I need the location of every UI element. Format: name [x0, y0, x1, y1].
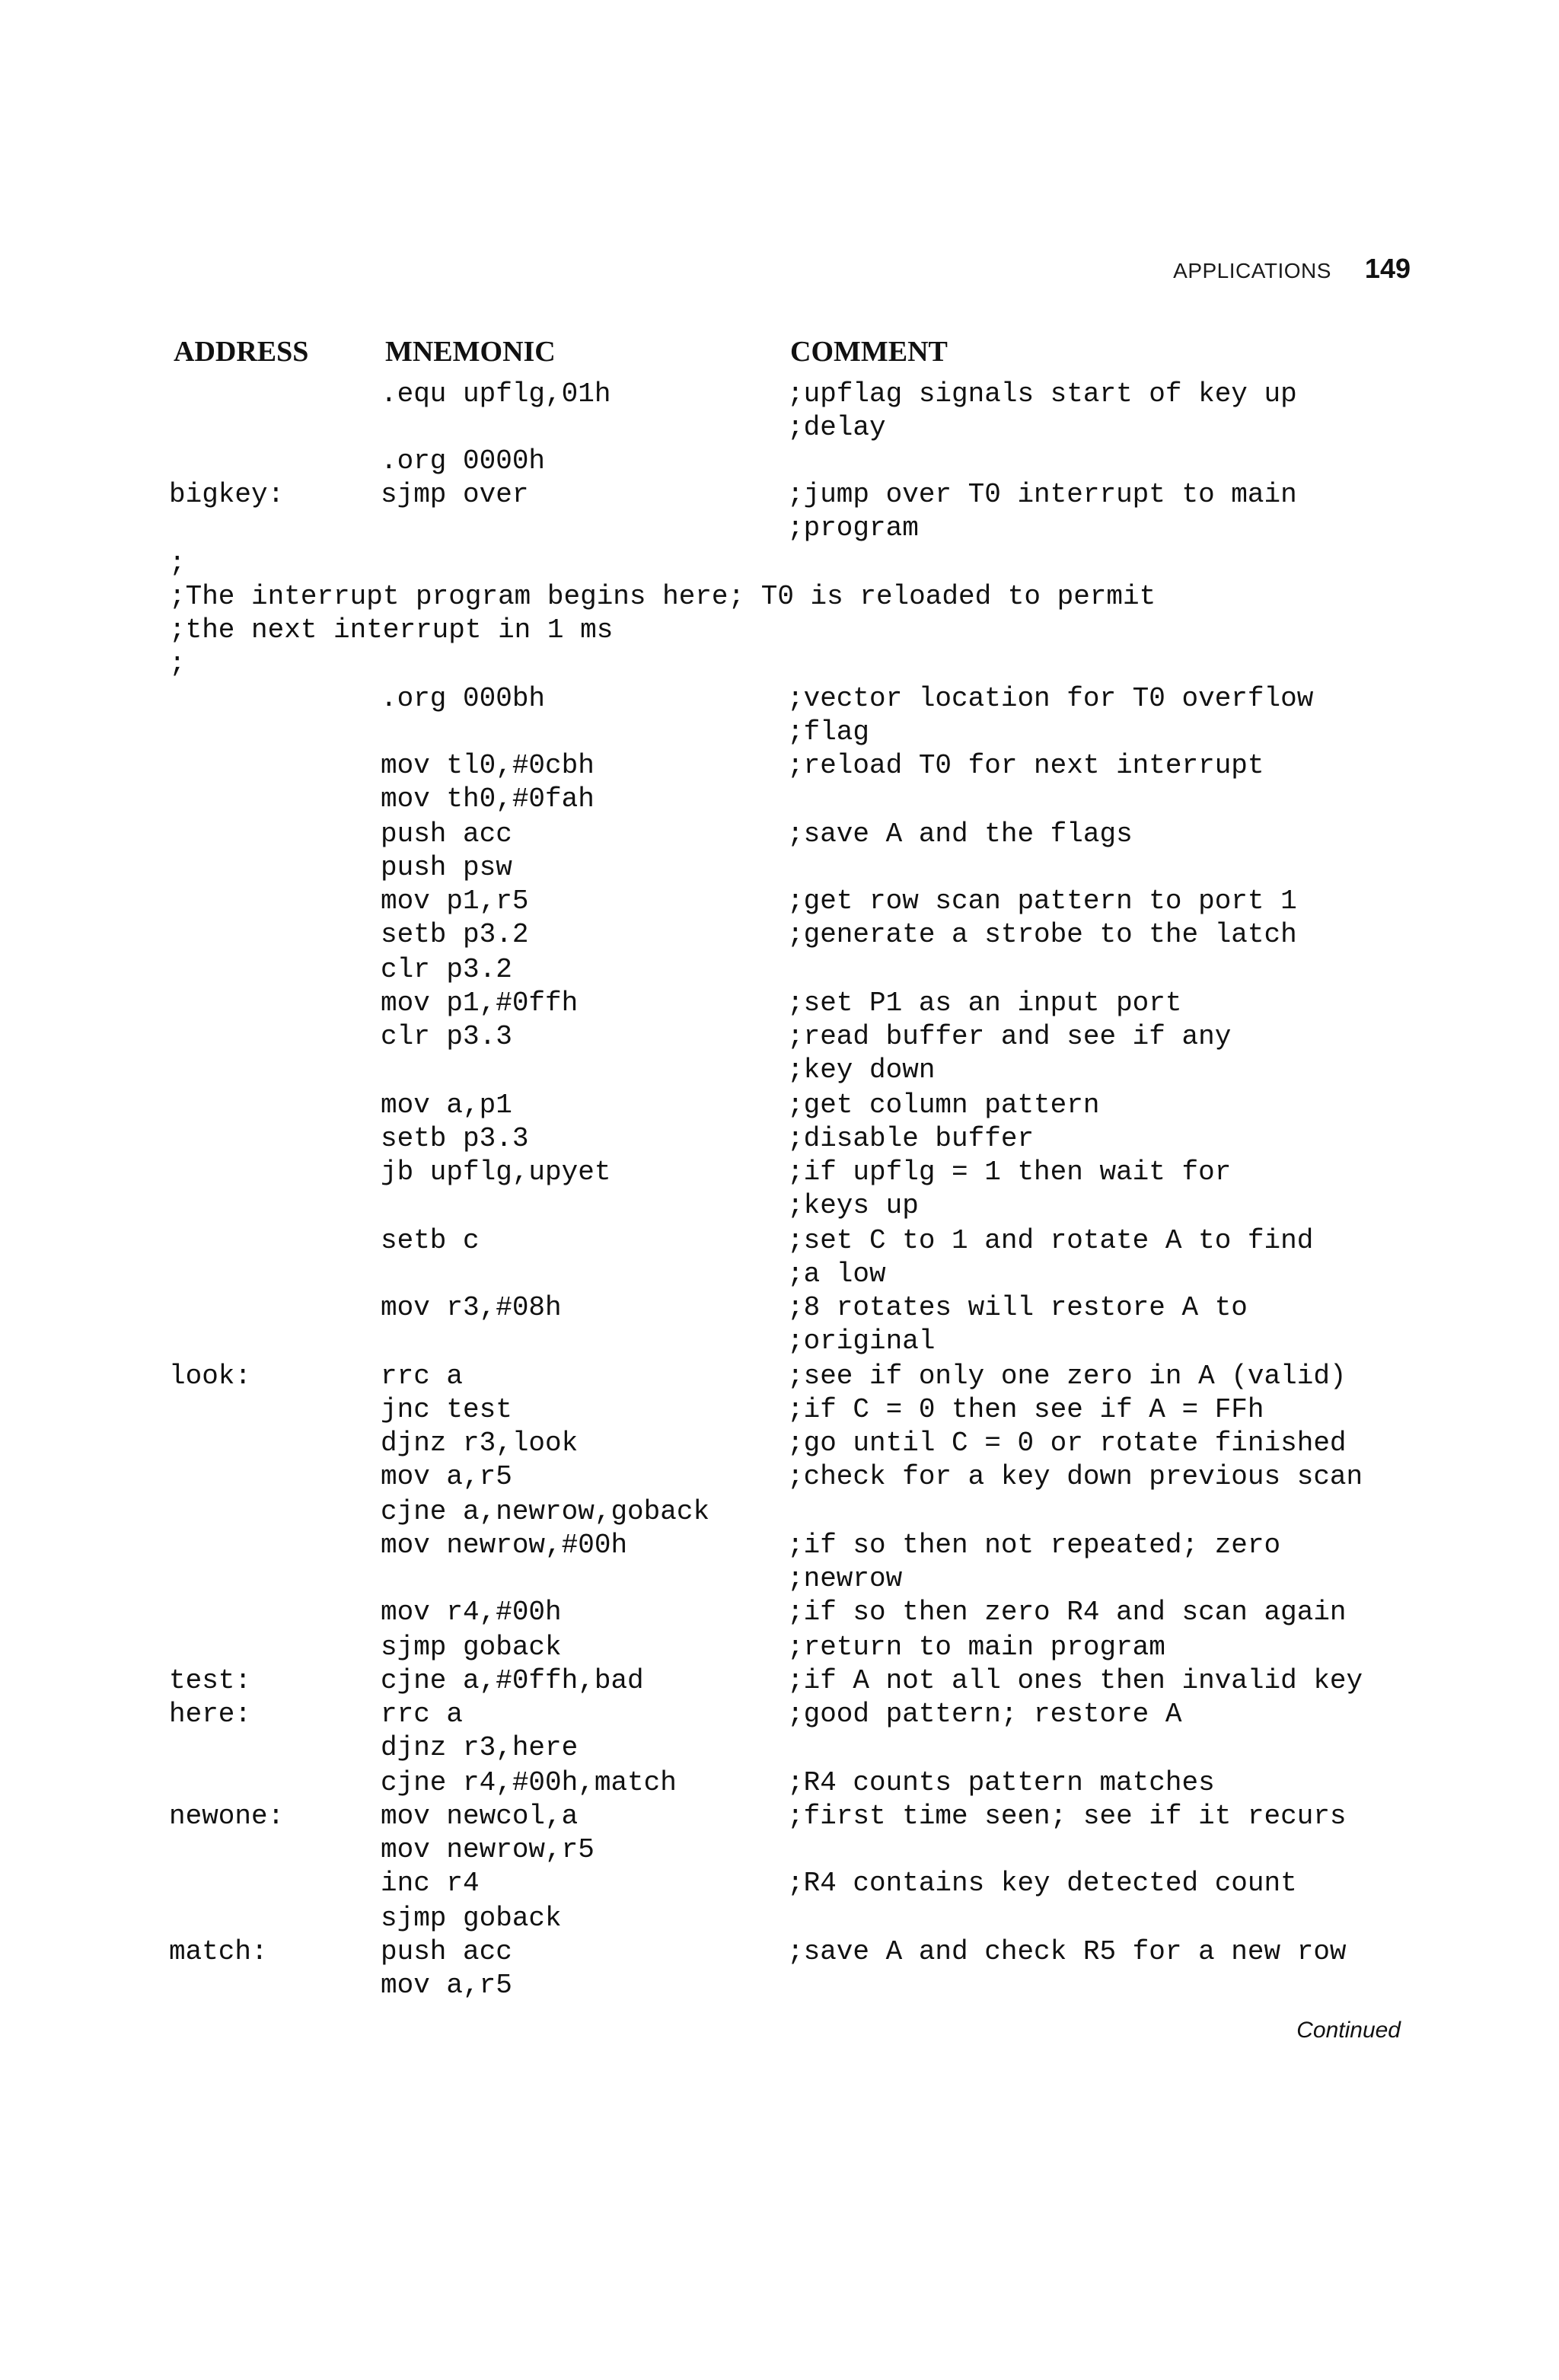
address-label: bigkey: [169, 479, 285, 510]
comment-text: ;newrow [787, 1563, 903, 1594]
code-line [0, 1427, 1559, 1460]
address-label: look: [169, 1361, 252, 1392]
mnemonic-text: djnz r3,here [381, 1732, 579, 1763]
code-line [0, 1833, 1559, 1867]
code-line [0, 953, 1559, 987]
mnemonic-text: mov th0,#0fah [381, 783, 595, 815]
code-line [0, 682, 1559, 716]
code-line [0, 716, 1559, 749]
comment-text: ;jump over T0 interrupt to main [787, 479, 1297, 510]
comment-text: ;go until C = 0 or rotate finished [787, 1428, 1347, 1459]
code-line [0, 1935, 1559, 1969]
code-line [0, 1867, 1559, 1900]
code-line [0, 378, 1559, 411]
mnemonic-text: inc r4 [381, 1868, 480, 1899]
comment-text: ;get column pattern [787, 1090, 1100, 1121]
mnemonic-text: push acc [381, 1936, 512, 1967]
comment-text: ;8 rotates will restore A to [787, 1292, 1248, 1323]
code-line [0, 851, 1559, 885]
code-line [0, 614, 1559, 647]
code-line [0, 1224, 1559, 1258]
comment-line: ;The interrupt program begins here; T0 is reloaded to permit [169, 581, 1156, 612]
code-line [0, 1189, 1559, 1223]
code-line [0, 445, 1559, 478]
comment-text: ;if so then not repeated; zero [787, 1530, 1281, 1561]
comment-text: ;good pattern; restore A [787, 1699, 1182, 1730]
code-line [0, 1360, 1559, 1393]
mnemonic-text: jnc test [381, 1394, 512, 1425]
code-line [0, 1631, 1559, 1664]
mnemonic-text: cjne a,newrow,goback [381, 1496, 710, 1527]
mnemonic-text: setb p3.2 [381, 919, 529, 950]
code-line [0, 1122, 1559, 1156]
code-line [0, 885, 1559, 918]
comment-text: ;if C = 0 then see if A = FFh [787, 1394, 1264, 1425]
running-head [1173, 253, 1411, 285]
mnemonic-text: clr p3.2 [381, 954, 512, 985]
code-line [0, 1291, 1559, 1325]
code-line [0, 1054, 1559, 1087]
code-line [0, 1495, 1559, 1529]
mnemonic-text: mov r4,#00h [381, 1597, 562, 1628]
mnemonic-text: rrc a [381, 1361, 464, 1392]
comment-text: ;if A not all ones then invalid key [787, 1665, 1363, 1696]
code-line [0, 1089, 1559, 1122]
mnemonic-text: .org 000bh [381, 683, 546, 714]
comment-text: ;see if only one zero in A (valid) [787, 1361, 1347, 1392]
mnemonic-text: push psw [381, 852, 512, 883]
comment-text: ;upflag signals start of key up [787, 378, 1297, 410]
column-header-mnemonic: MNEMONIC [385, 336, 556, 368]
comment-text: ;R4 contains key detected count [787, 1868, 1297, 1899]
comment-text: ;first time seen; see if it recurs [787, 1801, 1347, 1832]
mnemonic-text: cjne a,#0ffh,bad [381, 1665, 644, 1696]
code-line [0, 1731, 1559, 1765]
code-line [0, 783, 1559, 816]
code-line [0, 1800, 1559, 1833]
comment-text: ;keys up [787, 1190, 919, 1221]
code-line [0, 580, 1559, 614]
page-number: 149 [1364, 253, 1411, 284]
code-line [0, 512, 1559, 545]
comment-text: ;flag [787, 716, 870, 748]
address-label: here: [169, 1699, 252, 1730]
code-line [0, 1325, 1559, 1358]
code-line [0, 1902, 1559, 1935]
code-line [0, 1698, 1559, 1731]
address-label: match: [169, 1936, 268, 1967]
section-title: APPLICATIONS [1173, 259, 1331, 282]
mnemonic-text: .org 0000h [381, 445, 546, 477]
mnemonic-text: push acc [381, 818, 512, 850]
code-line [0, 647, 1559, 681]
mnemonic-text: djnz r3,look [381, 1428, 579, 1459]
code-line [0, 1596, 1559, 1629]
column-header-comment: COMMENT [790, 336, 948, 368]
comment-text: ;vector location for T0 overflow [787, 683, 1314, 714]
code-line [0, 1393, 1559, 1427]
comment-text: ;set C to 1 and rotate A to find [787, 1225, 1314, 1256]
comment-text: ;get row scan pattern to port 1 [787, 885, 1297, 917]
mnemonic-text: mov newrow,r5 [381, 1834, 595, 1865]
mnemonic-text: mov p1,#0ffh [381, 987, 579, 1019]
continued-label: Continued [1296, 2018, 1401, 2043]
mnemonic-text: jb upflg,upyet [381, 1157, 611, 1188]
code-line [0, 547, 1559, 580]
comment-text: ;delay [787, 412, 886, 443]
code-line [0, 1664, 1559, 1698]
code-line [0, 1258, 1559, 1291]
mnemonic-text: clr p3.3 [381, 1021, 512, 1052]
comment-text: ;set P1 as an input port [787, 987, 1182, 1019]
comment-text: ;a low [787, 1259, 886, 1290]
comment-text: ;program [787, 512, 919, 544]
code-line [0, 987, 1559, 1020]
column-header-address: ADDRESS [174, 336, 309, 368]
code-line [0, 1766, 1559, 1800]
code-line [0, 1562, 1559, 1596]
mnemonic-text: rrc a [381, 1699, 464, 1730]
comment-text: ;key down [787, 1054, 936, 1086]
comment-line: ; [169, 547, 186, 579]
comment-text: ;read buffer and see if any [787, 1021, 1232, 1052]
address-label: newone: [169, 1801, 285, 1832]
code-line [0, 749, 1559, 783]
comment-text: ;check for a key down previous scan [787, 1461, 1363, 1492]
address-label: test: [169, 1665, 252, 1696]
code-line [0, 1156, 1559, 1189]
code-line [0, 918, 1559, 952]
mnemonic-text: sjmp goback [381, 1903, 562, 1934]
code-line [0, 478, 1559, 512]
comment-text: ;disable buffer [787, 1123, 1035, 1154]
mnemonic-text: mov newcol,a [381, 1801, 579, 1832]
code-line [0, 411, 1559, 445]
mnemonic-text: sjmp over [381, 479, 529, 510]
comment-line: ; [169, 648, 186, 679]
code-line [0, 1020, 1559, 1054]
comment-text: ;save A and the flags [787, 818, 1133, 850]
mnemonic-text: sjmp goback [381, 1632, 562, 1663]
code-line [0, 1529, 1559, 1562]
comment-line: ;the next interrupt in 1 ms [169, 614, 614, 646]
mnemonic-text: mov a,r5 [381, 1461, 512, 1492]
comment-text: ;original [787, 1326, 936, 1357]
mnemonic-text: mov a,r5 [381, 1970, 512, 2001]
mnemonic-text: setb c [381, 1225, 480, 1256]
comment-text: ;R4 counts pattern matches [787, 1767, 1215, 1798]
code-line [0, 1460, 1559, 1494]
comment-text: ;reload T0 for next interrupt [787, 750, 1264, 781]
comment-text: ;return to main program [787, 1632, 1165, 1663]
comment-text: ;save A and check R5 for a new row [787, 1936, 1347, 1967]
mnemonic-text: setb p3.3 [381, 1123, 529, 1154]
code-line [0, 1969, 1559, 2002]
mnemonic-text: mov newrow,#00h [381, 1530, 628, 1561]
comment-text: ;generate a strobe to the latch [787, 919, 1297, 950]
mnemonic-text: mov tl0,#0cbh [381, 750, 595, 781]
mnemonic-text: .equ upflg,01h [381, 378, 611, 410]
mnemonic-text: mov p1,r5 [381, 885, 529, 917]
mnemonic-text: cjne r4,#00h,match [381, 1767, 677, 1798]
mnemonic-text: mov a,p1 [381, 1090, 512, 1121]
code-line [0, 818, 1559, 851]
comment-text: ;if so then zero R4 and scan again [787, 1597, 1347, 1628]
mnemonic-text: mov r3,#08h [381, 1292, 562, 1323]
comment-text: ;if upflg = 1 then wait for [787, 1157, 1232, 1188]
